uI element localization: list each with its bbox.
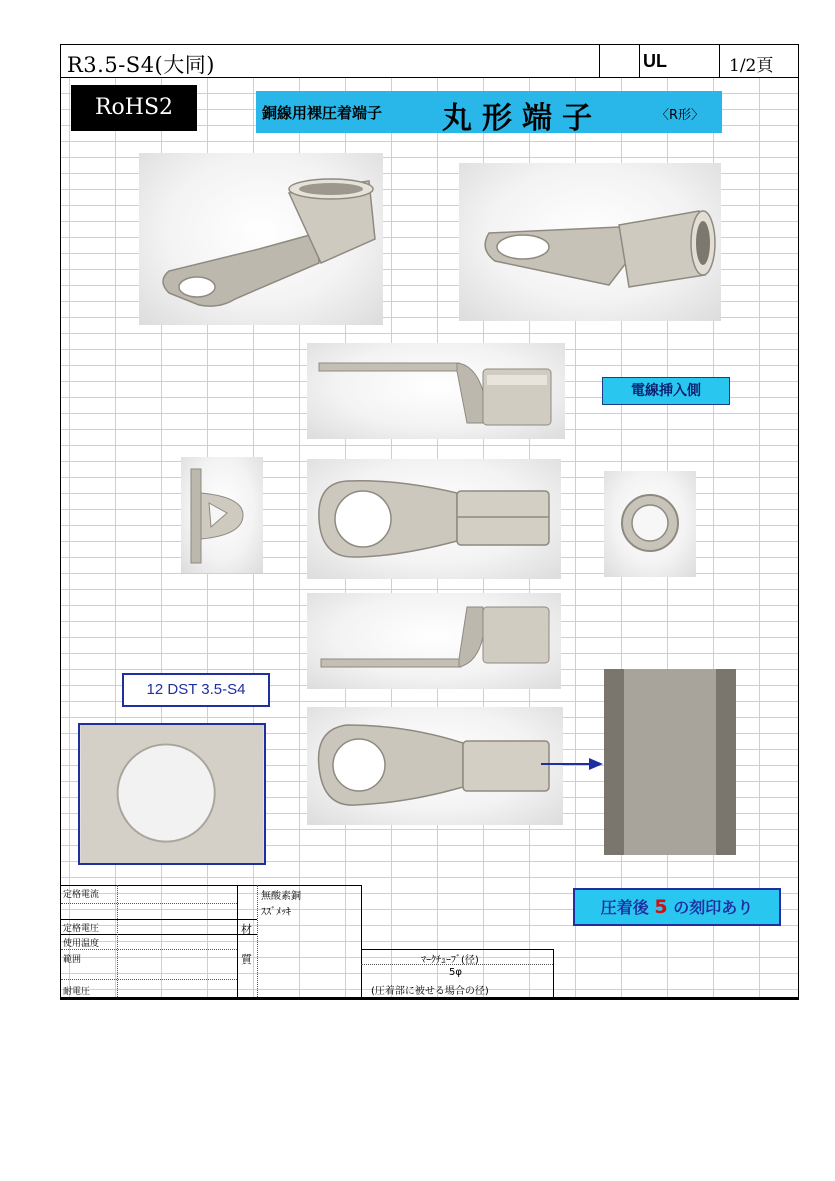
rated-voltage-label: 定格電圧 bbox=[63, 924, 100, 934]
arrow-right-icon bbox=[541, 757, 603, 771]
wire-insert-side-label: 電線挿入側 bbox=[602, 377, 730, 405]
banner-subtitle: 銅線用裸圧着端子 bbox=[262, 104, 383, 122]
crimp-note-suffix: の刻印あり bbox=[673, 898, 754, 917]
standard-label: UL bbox=[643, 51, 667, 71]
crimp-mark-closeup-photo bbox=[604, 669, 736, 855]
spec-sheet bbox=[60, 44, 799, 1000]
range-label: 範囲 bbox=[63, 955, 82, 965]
divider bbox=[639, 45, 640, 77]
terminal-photo-engraved bbox=[307, 707, 563, 825]
banner-type: 〈R形〉 bbox=[656, 108, 705, 123]
terminal-photo-side-top bbox=[307, 343, 565, 439]
banner-main-title: 丸形端子 bbox=[442, 101, 602, 133]
material-value: 無酸素銅 bbox=[261, 891, 301, 902]
page-number: 1/2頁 bbox=[729, 56, 774, 76]
terminal-photo-angle-left bbox=[139, 153, 383, 325]
withstand-voltage-label: 耐電圧 bbox=[63, 987, 91, 997]
crimp-note-number: 5 bbox=[654, 896, 668, 918]
terminal-photo-side-bottom bbox=[307, 593, 561, 689]
mark-tube-note: (圧着部に被せる場合の径) bbox=[371, 986, 489, 997]
divider bbox=[719, 45, 720, 77]
divider bbox=[599, 45, 600, 77]
mark-tube-header: ﾏｰｸﾁｭｰﾌﾞ(径) bbox=[421, 955, 479, 966]
product-banner bbox=[256, 91, 722, 133]
material-label-bottom: 質 bbox=[241, 953, 252, 966]
marking-label: 12 DST 3.5-S4 bbox=[122, 673, 270, 707]
title-row bbox=[61, 45, 798, 78]
marking-closeup-photo bbox=[78, 723, 266, 865]
terminal-photo-end-left bbox=[181, 457, 263, 573]
material-label-top: 材 bbox=[241, 923, 252, 936]
crimp-note-prefix: 圧着後 bbox=[600, 898, 649, 917]
plating-value: ｽｽﾞﾒｯｷ bbox=[261, 907, 291, 918]
terminal-photo-end-right bbox=[604, 471, 696, 577]
terminal-photo-top-view bbox=[307, 459, 561, 579]
product-title: R3.5-S4(大同) bbox=[67, 53, 215, 77]
rohs-badge: RoHS2 bbox=[71, 85, 197, 131]
spec-table bbox=[61, 885, 798, 999]
terminal-photo-angle-right bbox=[459, 163, 721, 321]
temperature-label: 使用温度 bbox=[63, 939, 100, 949]
mark-tube-value: 5φ bbox=[449, 967, 462, 978]
rated-current-label: 定格電流 bbox=[63, 890, 100, 900]
